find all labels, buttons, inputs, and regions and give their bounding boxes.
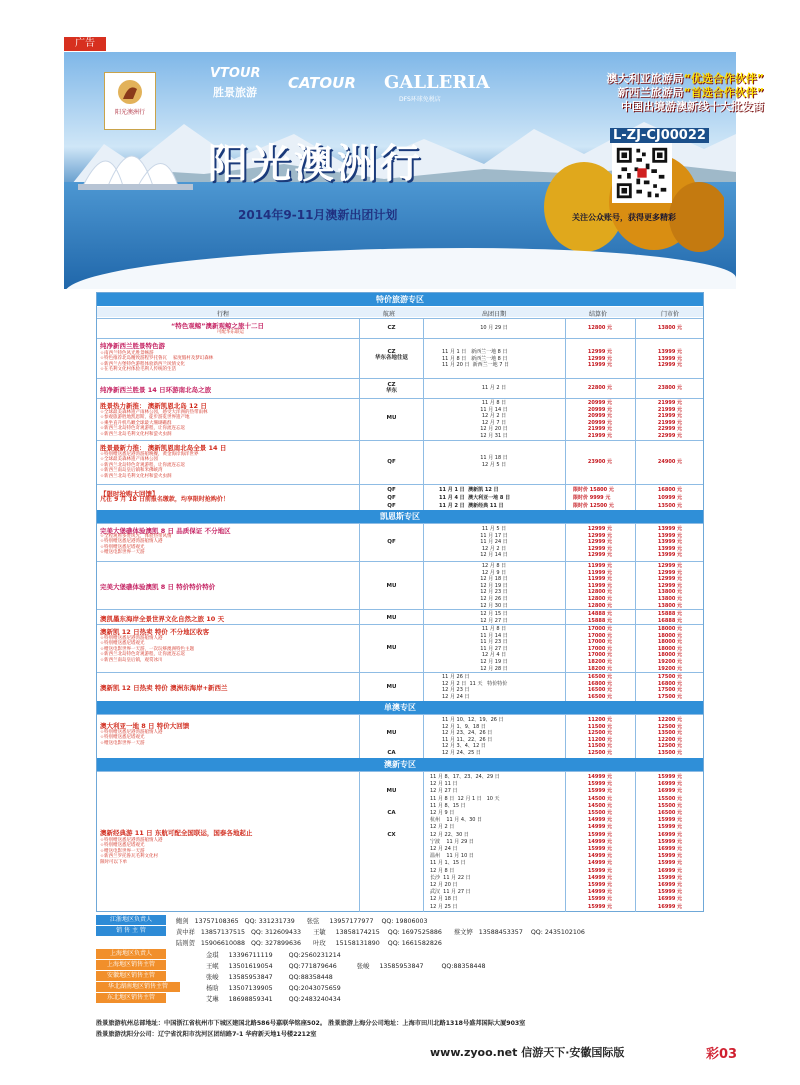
rack-price: 13999 元 13999 元 13999 元 13999 元 13999 元 (657, 526, 683, 559)
contact-row (96, 993, 704, 1004)
sunshine-logo (104, 72, 156, 130)
rack-price: 15999 元 16999 元 16999 元 15500 元 15500 元 16500 元 15999 元 15999 元 16999 元 15999 元 16999 元 15999 元 15999 元 16999 元 15999 元 16999 元 15999 元 16999 元 16999 元 (657, 774, 683, 910)
route-name: 胜景热力新推： 澳新凯恩北岛 12 日 (100, 402, 207, 410)
dates: 11 月 18 日 12 月 5 日 (480, 455, 508, 468)
route-desc: ☆特别赠送悉尼港湾游船情人港 ☆特别赠送悉尼塔观光 ☆赠送电影世界一天游 ☆新西兰罗托鲁瓦毛利文化村 限时可以下单 (100, 838, 163, 865)
table-row[interactable] (97, 609, 703, 624)
col-header-route: 行程 (217, 311, 230, 318)
dates: 11 月 1 日 新西兰一地 8 日 11 月 8 日 新西兰一地 8 日 11 月 20 日 新西兰一地 7 日 (442, 349, 510, 369)
table-row[interactable] (97, 378, 703, 398)
net-price: 12999 元 12999 元 11999 元 (587, 349, 613, 369)
partner-ribbon (607, 72, 764, 114)
rack-price: 17500 元 16800 元 17500 元 17500 元 (657, 674, 683, 700)
contact-label: 东北地区销售主管 (96, 993, 166, 1003)
opera-house-icon (78, 126, 198, 196)
flight: MU (386, 583, 397, 589)
flight: MU (386, 645, 397, 651)
catour-logo: CATOUR (288, 74, 356, 92)
ribbon-line: 新西兰旅游局 (617, 86, 684, 99)
contact-label: 江浙地区负责人 (96, 915, 166, 925)
vtour-logo: VTOUR (210, 66, 261, 81)
rack-price: 21999 元 21999 元 21999 元 21999 元 22999 元 22999 元 (657, 400, 683, 439)
contact-text: 黄中祥 13857137515 QQ: 312609433 王敏 13858174215 QQ: 1697525886 蔡文婷 13588453357 QQ: 2435102106 (176, 929, 585, 936)
route-desc: ☆全程观看多处风光，体验热带风情 ☆特别赠送悉尼港湾游船情人港 ☆特别赠送悉尼塔观光 ☆赠送电影世界一天游 (100, 534, 172, 556)
galleria-logo-sub: DFS环球免税店 (399, 96, 441, 103)
contact-text: 张峻 13585953847 QQ:88358448 (206, 974, 333, 981)
section-header: 凯恩斯专区 (97, 510, 703, 523)
route-desc: ☆南西兰特色风光胜景畅游 ☆特色推荐北岛精致游程罗托鲁瓦 家度假村及梦幻森林 ☆新西兰古堡特色游程体验新西兰风情文化 ☆在毛利文化村体验毛利人传统的生活 (100, 351, 214, 373)
table-row[interactable] (97, 338, 703, 378)
rack-price: 18000 元 18000 元 18000 元 18000 元 18000 元 19200 元 19200 元 (657, 626, 683, 672)
footer-site[interactable]: www.zyoo.net 信游天下·安徽国际版 (430, 1046, 625, 1059)
route-desc: 凡在 9 月 18 日前报名缴款，均享限时抢购价！ (100, 496, 229, 503)
route-name: 【限时抢购大回馈】 (100, 490, 159, 498)
route-desc: 可配华东联运 (217, 330, 244, 335)
dates: 11 月 10、12、19、26 日 12 月 1、9、18 日 12 月 23、24、26 日 11 月 11、22、26 日 12 月 3、4、12 日 12 月 24、25 日 (442, 717, 504, 756)
table-row[interactable] (97, 624, 703, 672)
route-name: 纯净新西兰胜景 14 日环游南北岛之旅 (100, 386, 212, 394)
contact-row (96, 926, 704, 937)
dates: 11 月 8 日 11 月 14 日 11 月 23 日 11 月 27 日 12 月 4 日 12 月 19 日 12 月 28 日 (480, 626, 508, 672)
vtour-logo-cn: 胜景旅游 (213, 86, 257, 99)
net-price: 14888 元 15888 元 (587, 611, 613, 624)
dates: 11 月 8 日 11 月 14 日 12 月 2 日 12 月 7 日 12 月 20 日 12 月 31 日 (480, 400, 508, 439)
kangaroo-icon (117, 79, 143, 105)
dates: 11 月 2 日 (481, 385, 507, 391)
page-number: 彩03 (706, 1047, 738, 1062)
contact-text: 王岷 13501619054 QQ:771879646 张峻 13585953847 QQ:88358448 (206, 963, 486, 970)
ribbon-line: 中国出境游澳新线十大批发商 (621, 100, 764, 113)
net-price: 22800 元 (587, 385, 613, 391)
table-row[interactable] (97, 440, 703, 484)
dates: 11 月 26 日 12 月 2 日 11 天 特价特价 12 月 23 日 12 月 24 日 (442, 674, 508, 700)
rack-price: 12999 元 12999 元 12999 元 12999 元 13800 元 13800 元 13800 元 (657, 563, 683, 609)
route-name: 澳大利亚一地 8 日 特价大回馈 (100, 722, 190, 730)
sunshine-logo-text: 阳光澳洲行 (114, 109, 145, 116)
net-price: 12800 元 (587, 325, 613, 331)
route-name: 完美大堡礁体验澳凯 8 日 特价特价特价 (100, 583, 216, 591)
route-name: 纯净新西兰胜景特色游 (100, 342, 165, 350)
qr-code-icon[interactable] (612, 143, 672, 203)
flight: MU CA (386, 730, 397, 756)
route-name: 胜景最新力推： 澳新凯恩南北岛全景 14 日 (100, 444, 227, 452)
contact-row (96, 960, 704, 971)
page-subtitle: 2014年9-11月澳新出团计划 (238, 208, 398, 222)
contact-label: 销 售 主 管 (96, 926, 166, 936)
rack-price: 16800 元 10999 元 13500 元 (657, 487, 683, 509)
table-row[interactable] (97, 484, 703, 510)
section-header: 澳新专区 (97, 758, 703, 771)
contact-label: 华北湖南地区销售主管 (96, 982, 180, 992)
contact-text: 艾琳 18698859341 QQ:2483240434 (206, 996, 341, 1003)
table-row[interactable] (97, 672, 703, 701)
table-row[interactable] (97, 771, 703, 912)
address-block (96, 1018, 716, 1040)
address-line: 胜景旅游杭州总部地址：中国浙江省杭州市下城区建国北路586号嘉联华铭座502。 胜景旅游上海分公司地址：上海市田川北路1318号盛邦国际大厦903室 (96, 1020, 526, 1027)
page-title: 阳光澳洲行 (208, 141, 423, 187)
table-row[interactable] (97, 398, 703, 440)
rack-price: 23800 元 (657, 385, 683, 391)
ad-label: 广告 (64, 37, 106, 51)
contact-text: 鲍剑 13757108365 QQ: 331231739 张弦 13957177977 QQ: 19806003 (176, 918, 428, 925)
flight: MU CA CX (386, 788, 397, 838)
route-name: 澳新凯 12 日热卖 特价 澳洲东海岸+新西兰 (100, 684, 228, 692)
route-desc: ☆特别赠送悉尼港湾游船情人港 ☆特别赠送悉尼塔观光 ☆赠送电影世界一天游，一次玩够澳洲特色主题 ☆新西兰北岛特色奇观游程，让你流连忘返 ☆新西兰南岛皇后镇，观赏冰川 (100, 636, 195, 663)
table-row[interactable] (97, 561, 703, 609)
net-price: 14999 元 15999 元 15999 元 14500 元 14500 元 15500 元 14999 元 14999 元 15999 元 14999 元 15999 元 14999 元 14999 元 15999 元 14999 元 15999 元 14999 元 15999 元 15999 元 (587, 774, 613, 910)
contact-row (96, 949, 704, 960)
net-price: 11200 元 11500 元 12500 元 11200 元 11500 元 12500 元 (587, 717, 613, 756)
net-price: 17000 元 17000 元 17000 元 17000 元 17000 元 18200 元 18200 元 (587, 626, 613, 672)
rack-price: 24900 元 (657, 459, 683, 465)
flight: CZ 华东各地往返 (374, 349, 408, 362)
contact-row (96, 937, 704, 948)
col-header-date: 出团日期 (482, 311, 507, 318)
table-row[interactable] (97, 714, 703, 758)
route-desc: ☆特别赠送悉尼港湾游船晚餐，黄金海岸海洋世界 ☆全球最美森林遗产雨林公园 ☆新西兰北岛特色奇观游程，让你流连忘返 ☆新西兰南岛皇后镇和米佛峡湾 ☆新西兰北岛毛利文化村和萤火虫洞 (100, 452, 199, 479)
dates: 12 月 8 日 12 月 9 日 12 月 18 日 12 月 19 日 12 月 23 日 12 月 26 日 12 月 30 日 (480, 563, 508, 609)
address-line: 胜景旅游沈阳分公司：辽宁省沈阳市沈河区团结路7-1 华府新天地1号楼2212室 (96, 1031, 317, 1038)
contact-text: 杨晗 13507139905 QQ:2043075659 (206, 985, 341, 992)
tour-table (96, 292, 704, 912)
net-price: 12999 元 12999 元 12999 元 12999 元 12999 元 (587, 526, 613, 559)
contact-row (96, 971, 704, 982)
flight: CZ (387, 325, 396, 331)
dates: 11 月 1 日 澳新凯 12 日 11 月 4 日 澳大利亚一地 8 日 11 月 2 日 澳新经典 11 日 (439, 487, 511, 509)
galleria-logo: GALLERIA (384, 72, 490, 93)
ribbon-highlight: “首选合作伙伴” (683, 86, 764, 99)
contact-label: 安徽地区销售主管 (96, 971, 166, 981)
rack-price: 15888 元 16888 元 (657, 611, 683, 624)
contact-list (96, 913, 704, 1011)
contact-row (96, 982, 704, 993)
flight: MU (386, 684, 397, 690)
contact-row (96, 915, 704, 926)
net-price: 16500 元 16800 元 16500 元 16500 元 (587, 674, 613, 700)
flight: CZ 华东 (385, 382, 397, 395)
dates: 11 月 5 日 11 月 17 日 11 月 24 日 12 月 2 日 12 月 14 日 (480, 526, 508, 559)
flight: QF (387, 459, 396, 465)
section-header: 单澳专区 (97, 701, 703, 714)
route-name: “特色观鲸”澳新观鲸之旅十二日 (171, 322, 265, 330)
net-price: 11999 元 11999 元 11999 元 11999 元 12800 元 12800 元 12800 元 (587, 563, 613, 609)
route-desc: ☆全球最美森林遗产雨林公园，感受大洋洲的热带雨林 ☆参观旅游胜地凯恩斯，徒步游览世界遗产地 ☆乘坐直升机鸟瞰全球最大珊瑚礁群 ☆新西兰北岛特色奇观游程，让你流连忘返 ☆新西兰北岛毛利文化村和萤火虫洞 (100, 410, 208, 437)
col-header-rack: 门市价 (661, 311, 680, 318)
dates: 11 月 8、17、23、24、29 日 12 月 11 日 12 月 27 日 11 月 8 日 12 月 1 日 10 天 11 月 8、15 日 12 月 9 日 杭州 11 月 4、30 日 12 月 2 日 12 月 22、30 日 宁波 11 月 29 日 12 月 24 日 温州 11 月 10 日 11 月 1、15 日 12 月 8 日 长沙 11 月 22 日 12 月 20 日 武汉 11 月 27 日 12 月 18 日 12 月 25 日 (430, 774, 500, 910)
ribbon-highlight: “优选合作伙伴” (683, 72, 764, 85)
route-name: 完美大堡礁体验澳凯 8 日 品质保证 不分地区 (100, 527, 231, 535)
section-header: 特价旅游专区 (97, 293, 703, 306)
flight: MU (386, 615, 397, 621)
flight: MU (386, 415, 397, 421)
table-row[interactable] (97, 318, 703, 338)
net-price: 23900 元 (587, 459, 613, 465)
contact-label: 上海地区负责人 (96, 949, 166, 959)
rack-price: 13999 元 13999 元 12999 元 (657, 349, 683, 369)
dates: 12 月 15 日 12 月 27 日 (480, 611, 508, 624)
follow-prompt: 关注公众账号，获得更多精彩 (572, 213, 676, 222)
dates: 10 月 29 日 (480, 325, 508, 331)
net-price: 20999 元 20999 元 20999 元 20999 元 21999 元 21999 元 (587, 400, 613, 439)
col-header-flight: 航班 (383, 311, 396, 318)
rack-price: 12200 元 12500 元 13500 元 12200 元 12500 元 13500 元 (657, 717, 683, 756)
ribbon-line: 澳大利亚旅游局 (606, 72, 684, 85)
route-desc: ☆特别赠送悉尼港湾游船情人港 ☆特别赠送悉尼塔观光 ☆赠送电影世界一天游 (100, 730, 163, 746)
route-name: 澳凯墨东海岸全景世界文化自然之旅 10 天 (100, 615, 225, 623)
table-row[interactable] (97, 523, 703, 561)
table-header (97, 307, 703, 317)
route-name: 澳新凯 12 日热卖 特价 不分地区收客 (100, 628, 210, 636)
contact-text: 陆则贺 15906610088 QQ: 327899636 叶玫 15158131890 QQ: 1661582826 (176, 940, 442, 947)
contact-text: 金琪 13396711119 QQ:2560231214 (206, 952, 341, 959)
route-name: 澳新经典游 11 日 东航可配全国联运，国泰各地起止 (100, 829, 253, 837)
col-header-net: 结算价 (589, 311, 608, 318)
flight: QF (387, 539, 396, 545)
flight: QF QF QF (387, 487, 396, 509)
license-code: L-ZJ-CJ00022 (610, 128, 709, 143)
rack-price: 13800 元 (657, 325, 683, 331)
contact-label: 上海地区销售主管 (96, 960, 166, 970)
net-price: 限时价 15800 元 限时价 9999 元 限时价 12500 元 (573, 487, 614, 509)
